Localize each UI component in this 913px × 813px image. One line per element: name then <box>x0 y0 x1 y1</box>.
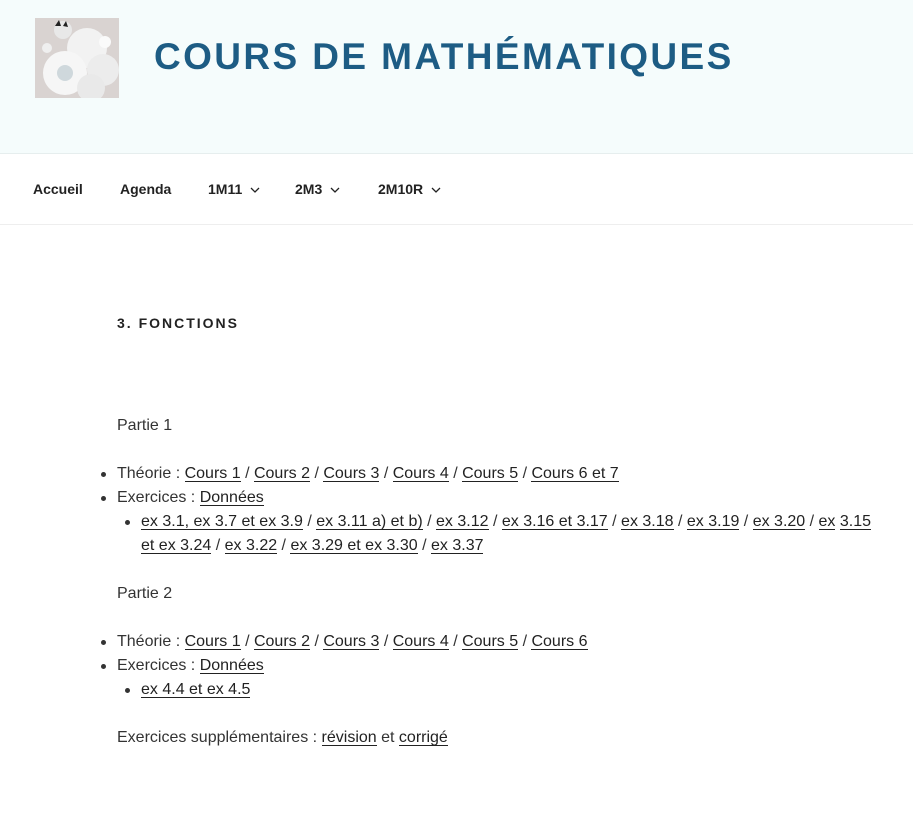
chevron-down-icon <box>431 187 441 193</box>
nav-item-label: 1M11 <box>208 181 243 197</box>
exercise-link[interactable]: ex 4.4 et ex 4.5 <box>141 681 251 698</box>
cours-link[interactable]: Cours 4 <box>392 633 449 650</box>
exercise-link[interactable]: ex 3.22 <box>224 537 278 554</box>
site-title-link[interactable]: COURS DE MATHÉMATIQUES <box>154 36 734 77</box>
cours-link[interactable]: Cours 2 <box>253 465 310 482</box>
exercise-sublist <box>117 510 877 558</box>
list-item <box>117 654 877 702</box>
supplementaires-line <box>117 726 877 750</box>
nav-item-1m11[interactable] <box>208 181 260 197</box>
nav-item-label: 2M10R <box>378 181 424 197</box>
exercise-link[interactable]: ex 3.16 et 3.17 <box>501 513 608 530</box>
supplementaires-label: Exercices supplémentaires : <box>117 729 322 746</box>
donnees-link[interactable]: Données <box>199 489 264 506</box>
list-item <box>141 678 877 702</box>
exercices-label: Exercices : <box>117 657 200 674</box>
page-title: 3. FONCTIONS <box>117 315 240 331</box>
logo-image-icon <box>35 18 119 98</box>
nav-item-agenda[interactable] <box>120 181 171 197</box>
partie-1-heading: Partie 1 <box>117 417 173 434</box>
cours-link[interactable]: Cours 1 <box>184 633 241 650</box>
cours-link[interactable]: Cours 5 <box>462 465 519 482</box>
cours-link[interactable]: Cours 6 et 7 <box>531 465 619 482</box>
nav-item-label: 2M3 <box>295 181 323 197</box>
cours-link[interactable]: Cours 3 <box>323 465 380 482</box>
cours-link[interactable]: Cours 1 <box>184 465 241 482</box>
exercise-link[interactable]: ex 3.20 <box>752 513 806 530</box>
list-item: ex 3.1, ex 3.7 et ex 3.9 / ex 3.11 a) et b) / ex 3.12 / ex 3.16 et 3.17 / ex 3.18 / ex 3.19 / ex 3.20 / ex 3.15 et ex 3.24 / ex 3.22 / ex 3.29 et ex 3.30 / ex 3.37 <box>141 510 877 558</box>
exercise-link[interactable]: ex 3.1, ex 3.7 et ex 3.9 <box>141 513 303 530</box>
exercise-link[interactable]: ex 3.18 <box>621 513 674 530</box>
list-item: Théorie : Cours 1 / Cours 2 / Cours 3 / Cours 4 / Cours 5 / Cours 6 et 7 <box>117 462 877 486</box>
nav-item-accueil[interactable] <box>33 181 83 197</box>
list-item: Théorie : Cours 1 / Cours 2 / Cours 3 / Cours 4 / Cours 5 / Cours 6 <box>117 630 877 654</box>
connector-text: et <box>381 729 395 746</box>
exercise-link[interactable]: ex 3.37 <box>431 537 484 554</box>
chevron-down-icon <box>250 187 260 193</box>
site-logo[interactable] <box>35 18 119 98</box>
page-content <box>117 414 877 750</box>
theorie-label: Théorie : <box>117 465 185 482</box>
chevron-down-icon <box>330 187 340 193</box>
corrige-link[interactable]: corrigé <box>398 729 448 746</box>
partie-1-list <box>117 462 877 558</box>
main-navigation <box>0 155 913 225</box>
nav-item-2m3[interactable] <box>295 181 340 197</box>
theorie-label: Théorie : <box>117 633 185 650</box>
list-item <box>117 486 877 558</box>
revision-link[interactable]: révision <box>321 729 377 746</box>
cours-link[interactable]: Cours 4 <box>392 465 449 482</box>
exercise-sublist <box>117 678 877 702</box>
cours-link[interactable]: Cours 5 <box>462 633 519 650</box>
cours-link[interactable]: Cours 3 <box>323 633 380 650</box>
cours-link[interactable]: Cours 2 <box>253 633 310 650</box>
exercise-link[interactable]: ex <box>818 513 836 530</box>
site-header <box>0 0 913 154</box>
exercise-link[interactable]: 3.15 et ex 3.24 <box>141 513 872 554</box>
partie-2-heading: Partie 2 <box>117 585 173 602</box>
exercise-link[interactable]: ex 3.19 <box>686 513 740 530</box>
exercise-link[interactable]: ex 3.11 a) et b) <box>316 513 423 530</box>
exercise-link[interactable]: ex 3.29 et ex 3.30 <box>290 537 418 554</box>
nav-item-2m10r[interactable] <box>378 181 441 197</box>
exercise-link[interactable]: ex 3.12 <box>436 513 489 530</box>
nav-item-label: Accueil <box>33 181 83 197</box>
partie-2-list <box>117 630 877 702</box>
donnees-link[interactable]: Données <box>199 657 264 674</box>
nav-item-label: Agenda <box>120 181 172 197</box>
cours-link[interactable]: Cours 6 <box>531 633 588 650</box>
exercices-label: Exercices : <box>117 489 200 506</box>
